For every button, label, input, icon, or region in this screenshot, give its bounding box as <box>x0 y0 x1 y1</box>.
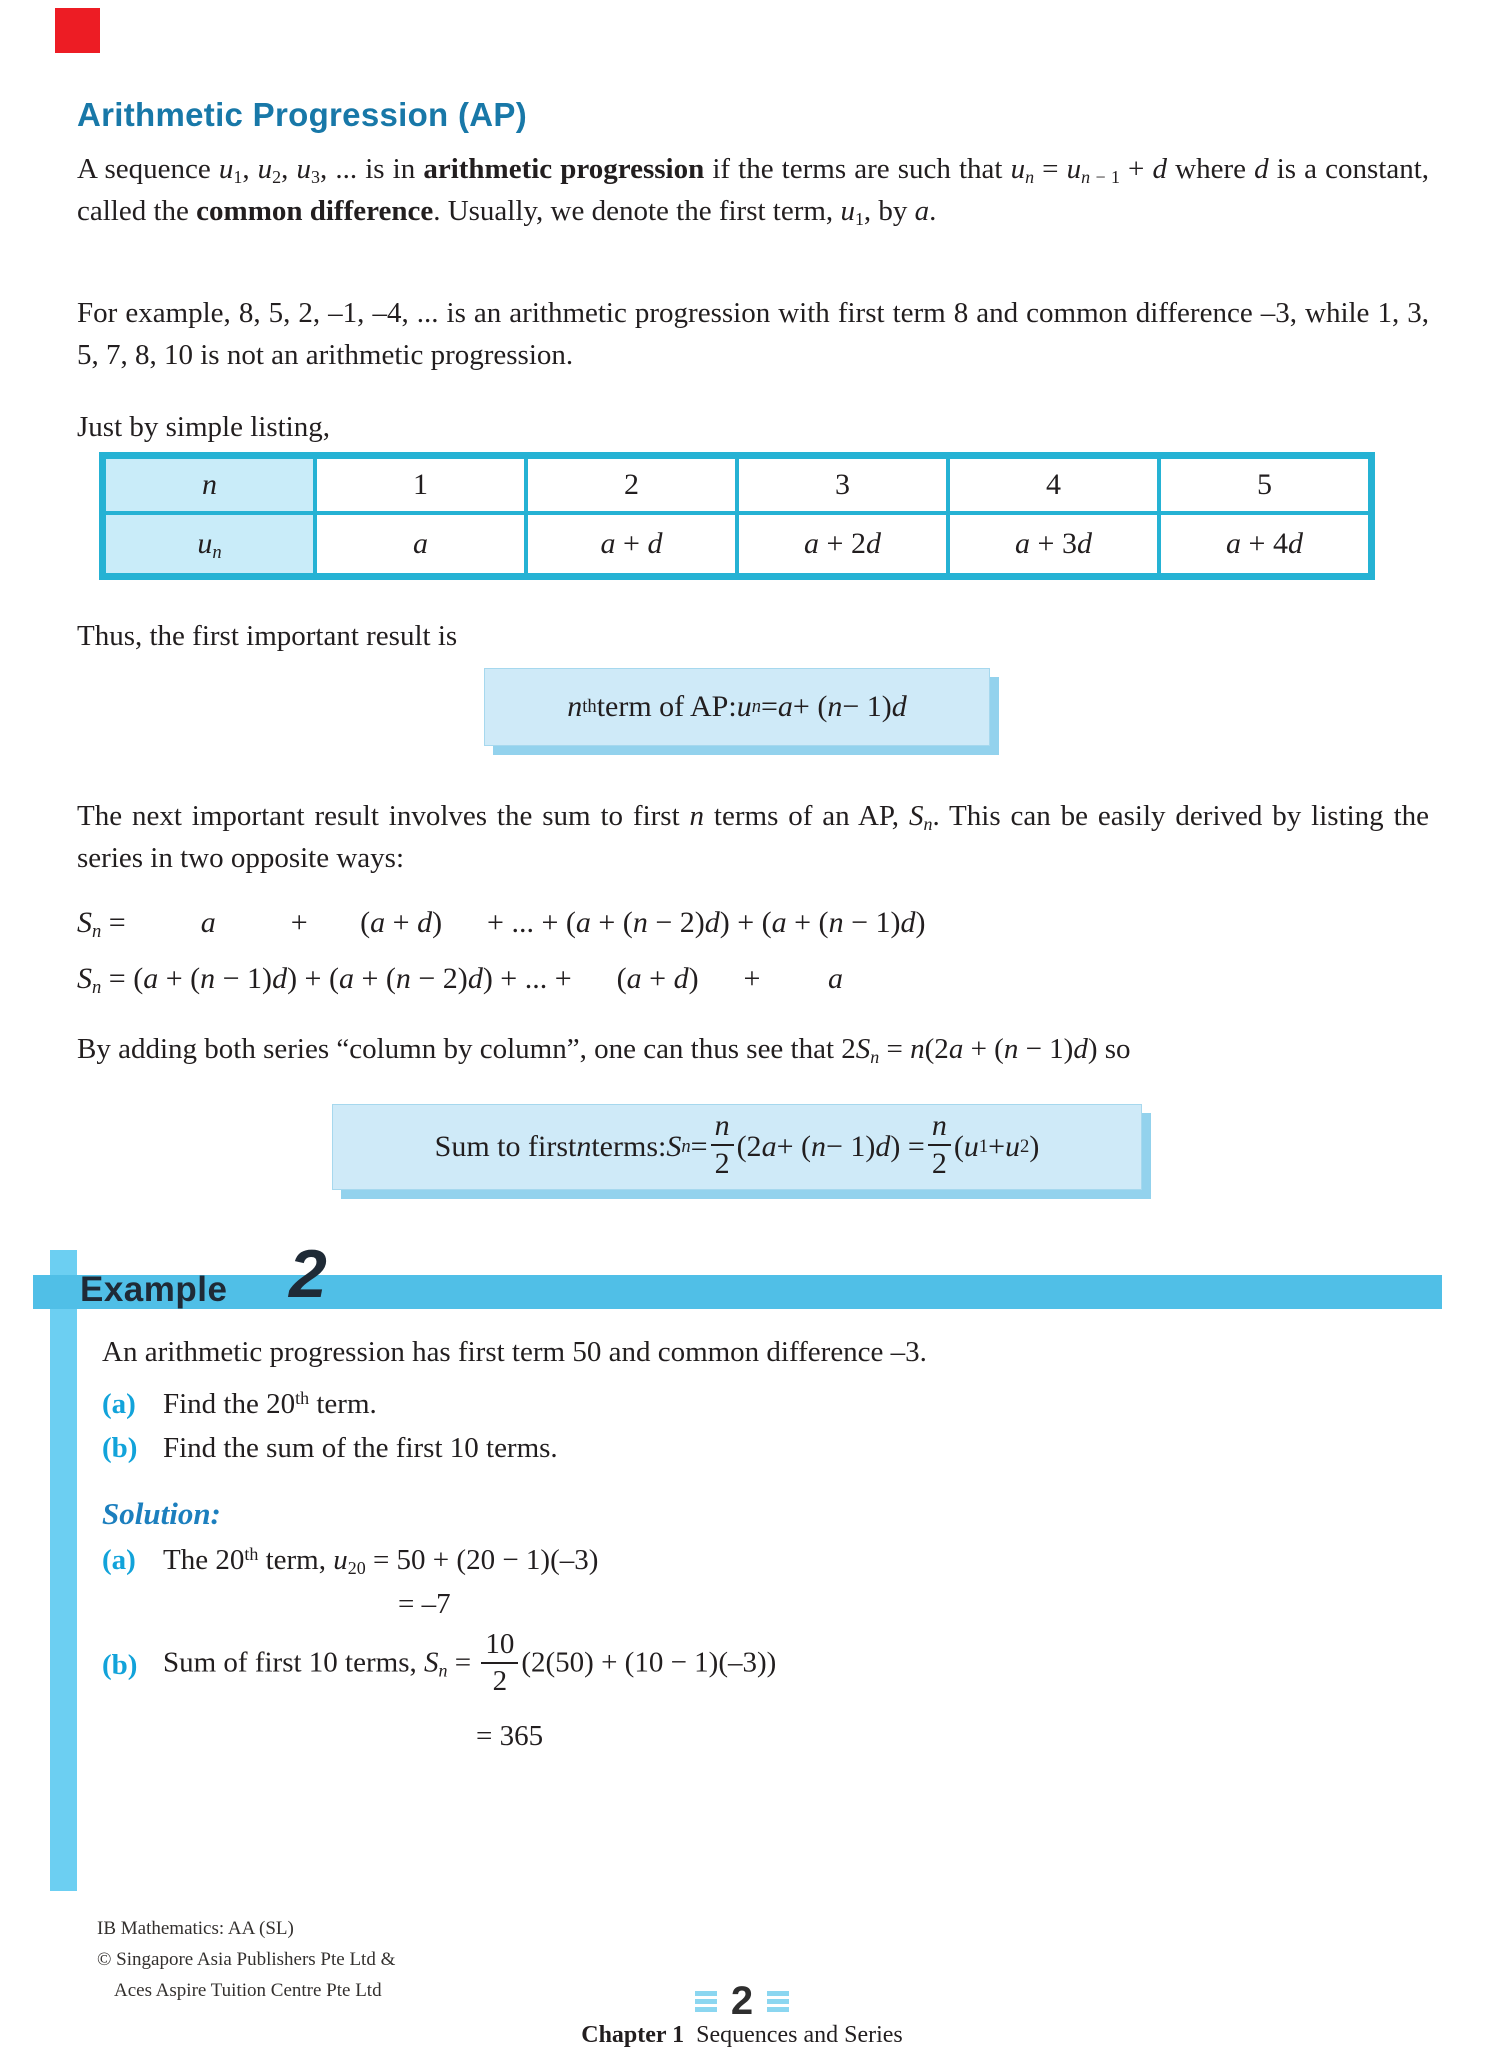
solution-part-b <box>102 1630 776 1700</box>
sum-formula-box: Sum to first n terms: S n = n 2 (2 a + ( n − 1) d ) = n 2 ( u 1 + u 2 ) <box>332 1104 1142 1190</box>
solution-a-label: (a) <box>102 1544 136 1576</box>
ap-terms-table <box>99 452 1375 580</box>
table-row <box>104 513 1370 575</box>
example-part-a <box>102 1388 377 1421</box>
solution-b-result: = 365 <box>476 1720 544 1752</box>
series-line-1: $S_n$ = a + (a + d) + ... + (a + (n − 2)d) + (a + (n − 1)d) <box>77 906 926 943</box>
table-cell: 2 <box>526 457 737 513</box>
table-header-n: n <box>104 457 315 513</box>
example-part-b <box>102 1432 558 1465</box>
paragraph-listing: Just by simple listing, <box>77 411 330 443</box>
section-heading: Arithmetic Progression (AP) <box>77 96 528 133</box>
part-b-label: (b) <box>102 1432 138 1464</box>
table-cell: a + 3d <box>948 513 1159 575</box>
chapter-title: Sequences and Series <box>696 2022 903 2048</box>
solution-heading: Solution: <box>102 1496 221 1531</box>
chapter-label: Chapter 1 <box>581 2022 685 2048</box>
publisher-imprint <box>97 1913 395 2006</box>
table-cell: 3 <box>737 457 948 513</box>
page-number-block <box>617 1978 867 2024</box>
table-cell: a + 2d <box>737 513 948 575</box>
series-line-2: $S_n = (a + (n - 1)d) + (a + (n - 2)d)$ + ... + (a + d) + a <box>77 962 843 999</box>
solution-b-work: Sum of first 10 terms, $S_n$ = $\frac{10}{2}$ (2(50) + (10 − 1)(–3)) <box>163 1628 777 1697</box>
paragraph-definition: A sequence $u_1$, $u_2$, $u_3$, ... is in arithmetic progression if the terms are such that $u_n = u_{n - 1} + d$ where d is a constant, called the common difference. Usually, we denote the first term, $u_1$, by a. <box>77 153 1430 230</box>
table-row <box>104 457 1370 513</box>
part-a-text: Find the 20th term. <box>163 1388 377 1420</box>
paragraph-thus: Thus, the first important result is <box>77 620 458 652</box>
paragraph-next-result: The next important result involves the sum to first n terms of an AP, $S_n$. This can be easily derived by listing the series in two opposite ways: <box>77 800 1429 874</box>
example-number: 2 <box>289 1236 327 1312</box>
paragraph-example: For example, 8, 5, 2, –1, –4, ... is an arithmetic progression with first term 8 and common difference –3, while 1, 3, 5, 7, 8, 10 is not an arithmetic progression. <box>77 297 1429 371</box>
table-cell: a <box>315 513 526 575</box>
nth-term-formula-box: n th term of AP: u n = a + ( n − 1) d <box>484 668 990 746</box>
page-number-stripes-icon <box>767 1991 789 2012</box>
solution-part-a <box>102 1544 598 1577</box>
left-accent-bar <box>50 1250 77 1891</box>
part-b-text: Find the sum of the first 10 terms. <box>163 1432 558 1464</box>
example-problem-statement: An arithmetic progression has first term 50 and common difference –3. <box>102 1336 927 1368</box>
imprint-line-3: Aces Aspire Tuition Centre Pte Ltd <box>114 1980 382 2001</box>
solution-a-work: The 20th term, $u_{20} = 50 + (20 - 1)(-3)$ <box>163 1544 599 1579</box>
table-header-un: $u_n$ <box>104 513 315 575</box>
imprint-line-1: IB Mathematics: AA (SL) <box>97 1918 294 1939</box>
example-label: Example <box>80 1270 228 1309</box>
table-cell: a + 4d <box>1159 513 1370 575</box>
chapter-footer <box>492 2022 992 2049</box>
page-number-stripes-icon <box>695 1991 717 2012</box>
solution-b-label: (b) <box>102 1648 138 1681</box>
solution-a-result: = –7 <box>398 1588 451 1620</box>
part-a-label: (a) <box>102 1388 136 1420</box>
table-cell: 1 <box>315 457 526 513</box>
imprint-line-2: © Singapore Asia Publishers Pte Ltd & <box>97 1949 396 1970</box>
red-corner-marker <box>55 8 100 53</box>
page-number: 2 <box>730 1979 754 2023</box>
paragraph-adding: By adding both series “column by column”, one can thus see that $2S_n = n(2a + (n - 1)d)$ so <box>77 1033 1131 1068</box>
table-cell: a + d <box>526 513 737 575</box>
example-banner <box>33 1275 1442 1309</box>
table-cell: 5 <box>1159 457 1370 513</box>
table-cell: 4 <box>948 457 1159 513</box>
